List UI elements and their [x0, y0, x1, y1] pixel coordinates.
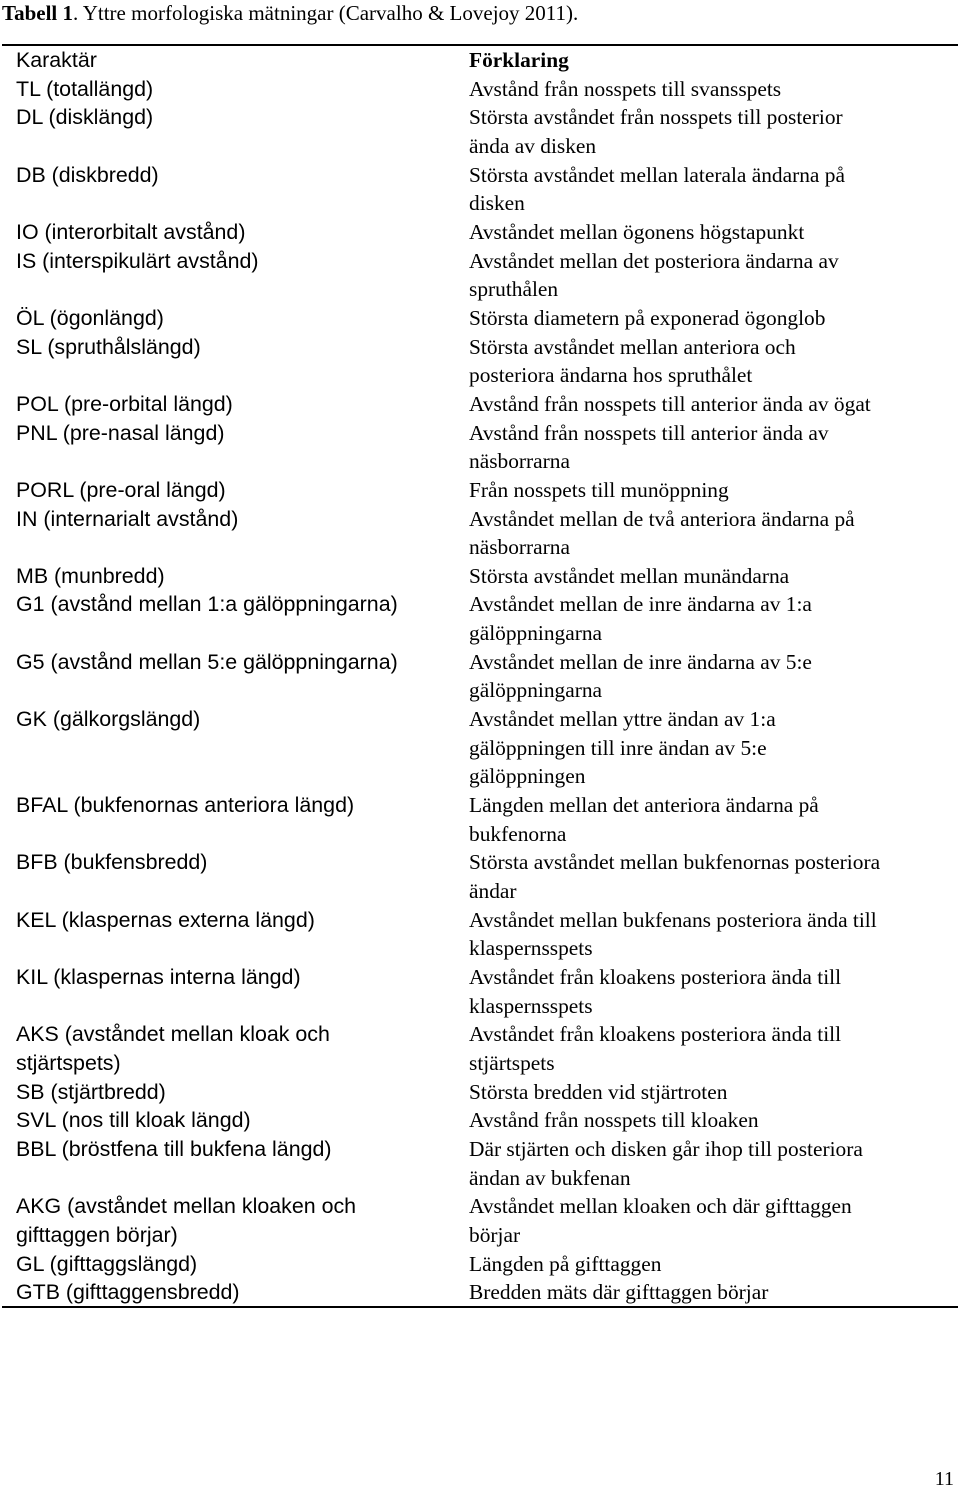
cell-karaktar: BBL (bröstfena till bukfena längd) — [16, 1136, 332, 1161]
cell-karaktar: ÖL (ögonlängd) — [16, 305, 164, 330]
cell-forklaring: Avståndet mellan de två anteriora ändarna på näsborrarna — [469, 506, 855, 560]
cell-karaktar: IO (interorbitalt avstånd) — [16, 219, 246, 244]
cell-forklaring: Avståndet från kloakens posteriora ända till stjärtspets — [469, 1022, 842, 1075]
table-row — [0, 103, 960, 160]
table-row — [0, 963, 960, 1020]
cell-forklaring: Avståndet mellan bukfenans posteriora ända till klaspernsspets — [469, 907, 877, 961]
table-row — [0, 419, 960, 476]
cell-forklaring: Avståndet mellan det posteriora ändarna av spruthålen — [469, 248, 839, 302]
cell-forklaring: Avstånd från nosspets till anterior ända av ögat — [469, 391, 871, 416]
table-row — [0, 848, 960, 905]
cell-karaktar: IS (interspikulärt avstånd) — [16, 248, 259, 273]
cell-karaktar: GL (gifttaggslängd) — [16, 1251, 198, 1276]
cell-forklaring: Avstånd från nosspets till svansspets — [469, 76, 782, 101]
cell-karaktar: GTB (gifttaggensbredd) — [16, 1280, 240, 1305]
cell-karaktar: SVL (nos till kloak längd) — [16, 1108, 251, 1133]
cell-karaktar: PORL (pre-oral längd) — [16, 477, 226, 502]
cell-karaktar: AKG (avståndet mellan kloaken och gifttaggen börjar) — [16, 1194, 357, 1247]
table-row — [0, 75, 960, 104]
caption-label: Tabell 1 — [2, 1, 73, 25]
cell-forklaring: Största avståndet mellan anteriora och posteriora ändarna hos spruthålet — [469, 334, 796, 388]
table-caption — [2, 0, 578, 26]
cell-karaktar: GK (gälkorgslängd) — [16, 707, 201, 732]
cell-karaktar: MB (munbredd) — [16, 563, 165, 588]
table-row — [0, 390, 960, 419]
table-row — [0, 705, 960, 791]
table-row — [0, 1250, 960, 1279]
table-body — [0, 75, 960, 1307]
cell-forklaring: Avståndet mellan kloaken och där gifttaggen börjar — [469, 1194, 852, 1247]
table-row — [0, 1078, 960, 1107]
table-row — [0, 476, 960, 505]
cell-karaktar: KEL (klaspernas externa längd) — [16, 907, 315, 932]
cell-forklaring: Avstånd från nosspets till anterior ända av näsborrarna — [469, 420, 829, 474]
cell-forklaring: Avståndet mellan de inre ändarna av 1:a gälöppningarna — [469, 592, 812, 646]
cell-karaktar: SB (stjärtbredd) — [16, 1079, 166, 1104]
cell-karaktar: BFB (bukfensbredd) — [16, 850, 208, 875]
cell-forklaring: Bredden mäts där gifttaggen börjar — [469, 1280, 769, 1305]
cell-forklaring: Avstånd från nosspets till kloaken — [469, 1108, 759, 1133]
table-row — [0, 333, 960, 390]
cell-karaktar: PNL (pre-nasal längd) — [16, 420, 225, 445]
cell-forklaring: Största avståndet mellan bukfenornas posteriora ändar — [469, 850, 881, 904]
cell-karaktar: KIL (klaspernas interna längd) — [16, 965, 301, 989]
cell-karaktar: G1 (avstånd mellan 1:a gälöppningarna) — [16, 592, 398, 617]
cell-karaktar: BFAL (bukfenornas anteriora längd) — [16, 793, 355, 818]
table-row — [0, 590, 960, 647]
table-row — [0, 791, 960, 848]
page-number: 11 — [934, 1468, 954, 1490]
table-row — [0, 1278, 960, 1307]
table-row — [0, 648, 960, 705]
cell-forklaring: Största bredden vid stjärtroten — [469, 1079, 728, 1104]
table-row — [0, 218, 960, 247]
cell-forklaring: Längden på gifttaggen — [469, 1251, 662, 1276]
cell-karaktar: IN (internarialt avstånd) — [16, 506, 239, 531]
cell-forklaring: Längden mellan det anteriora ändarna på bukfenorna — [469, 793, 819, 846]
cell-forklaring: Största avståndet mellan munändarna — [469, 563, 790, 588]
cell-forklaring: Från nosspets till munöppning — [469, 477, 729, 502]
table-row — [0, 505, 960, 562]
cell-karaktar: POL (pre-orbital längd) — [16, 391, 233, 416]
cell-forklaring: Största avståndet från nosspets till posterior ända av disken — [469, 105, 843, 158]
table-row — [0, 1135, 960, 1192]
column-header-karaktar: Karaktär — [16, 48, 97, 72]
table-row — [0, 161, 960, 218]
table-row — [0, 906, 960, 963]
table-bottom-rule — [2, 1306, 958, 1308]
cell-forklaring: Avståndet mellan yttre ändan av 1:a gälöppningen till inre ändan av 5:e gälöppningen — [469, 707, 776, 789]
cell-forklaring: Största avståndet mellan laterala ändarna på disken — [469, 162, 845, 216]
table-row — [0, 304, 960, 333]
caption-text: . Yttre morfologiska mätningar (Carvalho & Lovejoy 2011). — [73, 1, 579, 25]
cell-karaktar: DB (diskbredd) — [16, 162, 159, 187]
cell-forklaring: Avståndet mellan ögonens högstapunkt — [469, 219, 805, 244]
table-row — [0, 247, 960, 304]
cell-karaktar: SL (spruthålslängd) — [16, 334, 201, 359]
table-row — [0, 562, 960, 591]
cell-forklaring: Största diametern på exponerad ögonglob — [469, 305, 826, 330]
column-header-forklaring: Förklaring — [469, 48, 569, 72]
cell-karaktar: G5 (avstånd mellan 5:e gälöppningarna) — [16, 649, 398, 674]
cell-karaktar: DL (disklängd) — [16, 105, 154, 130]
cell-forklaring: Där stjärten och disken går ihop till posteriora ändan av bukfenan — [469, 1136, 863, 1190]
table-row — [0, 1106, 960, 1135]
table-header-row — [0, 46, 960, 75]
cell-forklaring: Avståndet mellan de inre ändarna av 5:e gälöppningarna — [469, 649, 812, 703]
cell-karaktar: AKS (avståndet mellan kloak och stjärtspets) — [16, 1022, 330, 1075]
table-row — [0, 1020, 960, 1077]
cell-karaktar: TL (totallängd) — [16, 76, 154, 101]
measurement-table — [0, 46, 960, 1307]
cell-forklaring: Avståndet från kloakens posteriora ända till klaspernsspets — [469, 965, 842, 1018]
table-row — [0, 1192, 960, 1249]
